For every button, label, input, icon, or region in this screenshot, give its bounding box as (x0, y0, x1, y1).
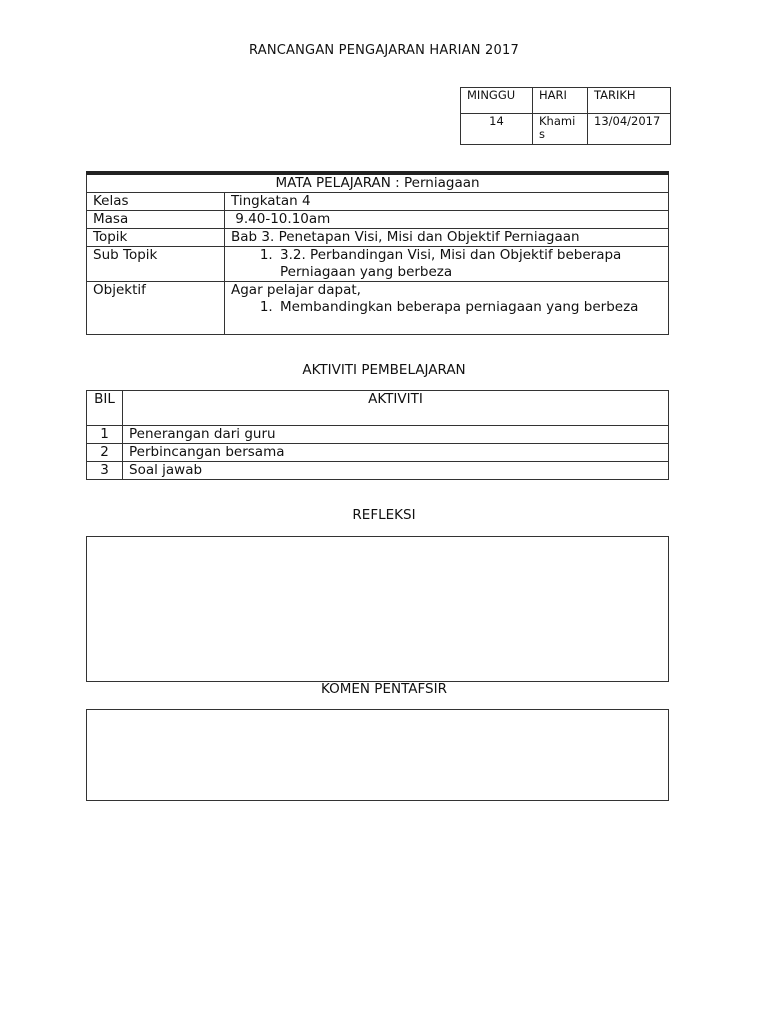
label-objektif: Objektif (87, 282, 225, 335)
header-hari: HARI (533, 88, 588, 114)
objektif-intro: Agar pelajar dapat, (231, 282, 361, 298)
label-kelas: Kelas (87, 193, 225, 211)
activities-table (86, 390, 669, 480)
value-masa: 9.40-10.10am (225, 211, 669, 229)
activity-no: 1 (87, 426, 123, 444)
activity-text: Soal jawab (123, 462, 669, 480)
value-hari: Khamis (533, 114, 588, 145)
label-masa: Masa (87, 211, 225, 229)
value-topik: Bab 3. Penetapan Visi, Misi dan Objektif Perniagaan (225, 229, 669, 247)
table-row (87, 193, 669, 211)
header-minggu: MINGGU (461, 88, 533, 114)
value-minggu: 14 (461, 114, 533, 145)
header-bil: BIL (87, 391, 123, 426)
subject-info-table (86, 171, 669, 335)
subject-heading: MATA PELAJARAN : Perniagaan (87, 173, 669, 193)
page-title: RANCANGAN PENGAJARAN HARIAN 2017 (249, 43, 519, 58)
activities-title: AKTIVITI PEMBELAJARAN (302, 362, 466, 378)
refleksi-title: REFLEKSI (352, 507, 416, 523)
table-row (87, 211, 669, 229)
header-aktiviti: AKTIVITI (123, 391, 669, 426)
table-row (87, 462, 669, 480)
value-subtopik (225, 247, 669, 282)
value-kelas: Tingkatan 4 (225, 193, 669, 211)
activity-text: Perbincangan bersama (123, 444, 669, 462)
komen-box (86, 709, 669, 801)
label-subtopik: Sub Topik (87, 247, 225, 282)
table-row (87, 444, 669, 462)
activity-no: 3 (87, 462, 123, 480)
table-row (87, 282, 669, 335)
komen-title: KOMEN PENTAFSIR (321, 681, 447, 697)
table-row (87, 247, 669, 282)
date-table (460, 87, 671, 145)
value-tarikh: 13/04/2017 (588, 114, 671, 145)
table-row (87, 426, 669, 444)
value-objektif (225, 282, 669, 335)
subtopik-item: 1. 3.2. Perbandingan Visi, Misi dan Objektif beberapa Perniagaan yang berbeza (277, 247, 662, 281)
header-tarikh: TARIKH (588, 88, 671, 114)
activity-no: 2 (87, 444, 123, 462)
label-topik: Topik (87, 229, 225, 247)
activity-text: Penerangan dari guru (123, 426, 669, 444)
refleksi-box (86, 536, 669, 682)
table-row (87, 229, 669, 247)
objektif-item: 1. Membandingkan beberapa perniagaan yang berbeza (277, 299, 662, 316)
